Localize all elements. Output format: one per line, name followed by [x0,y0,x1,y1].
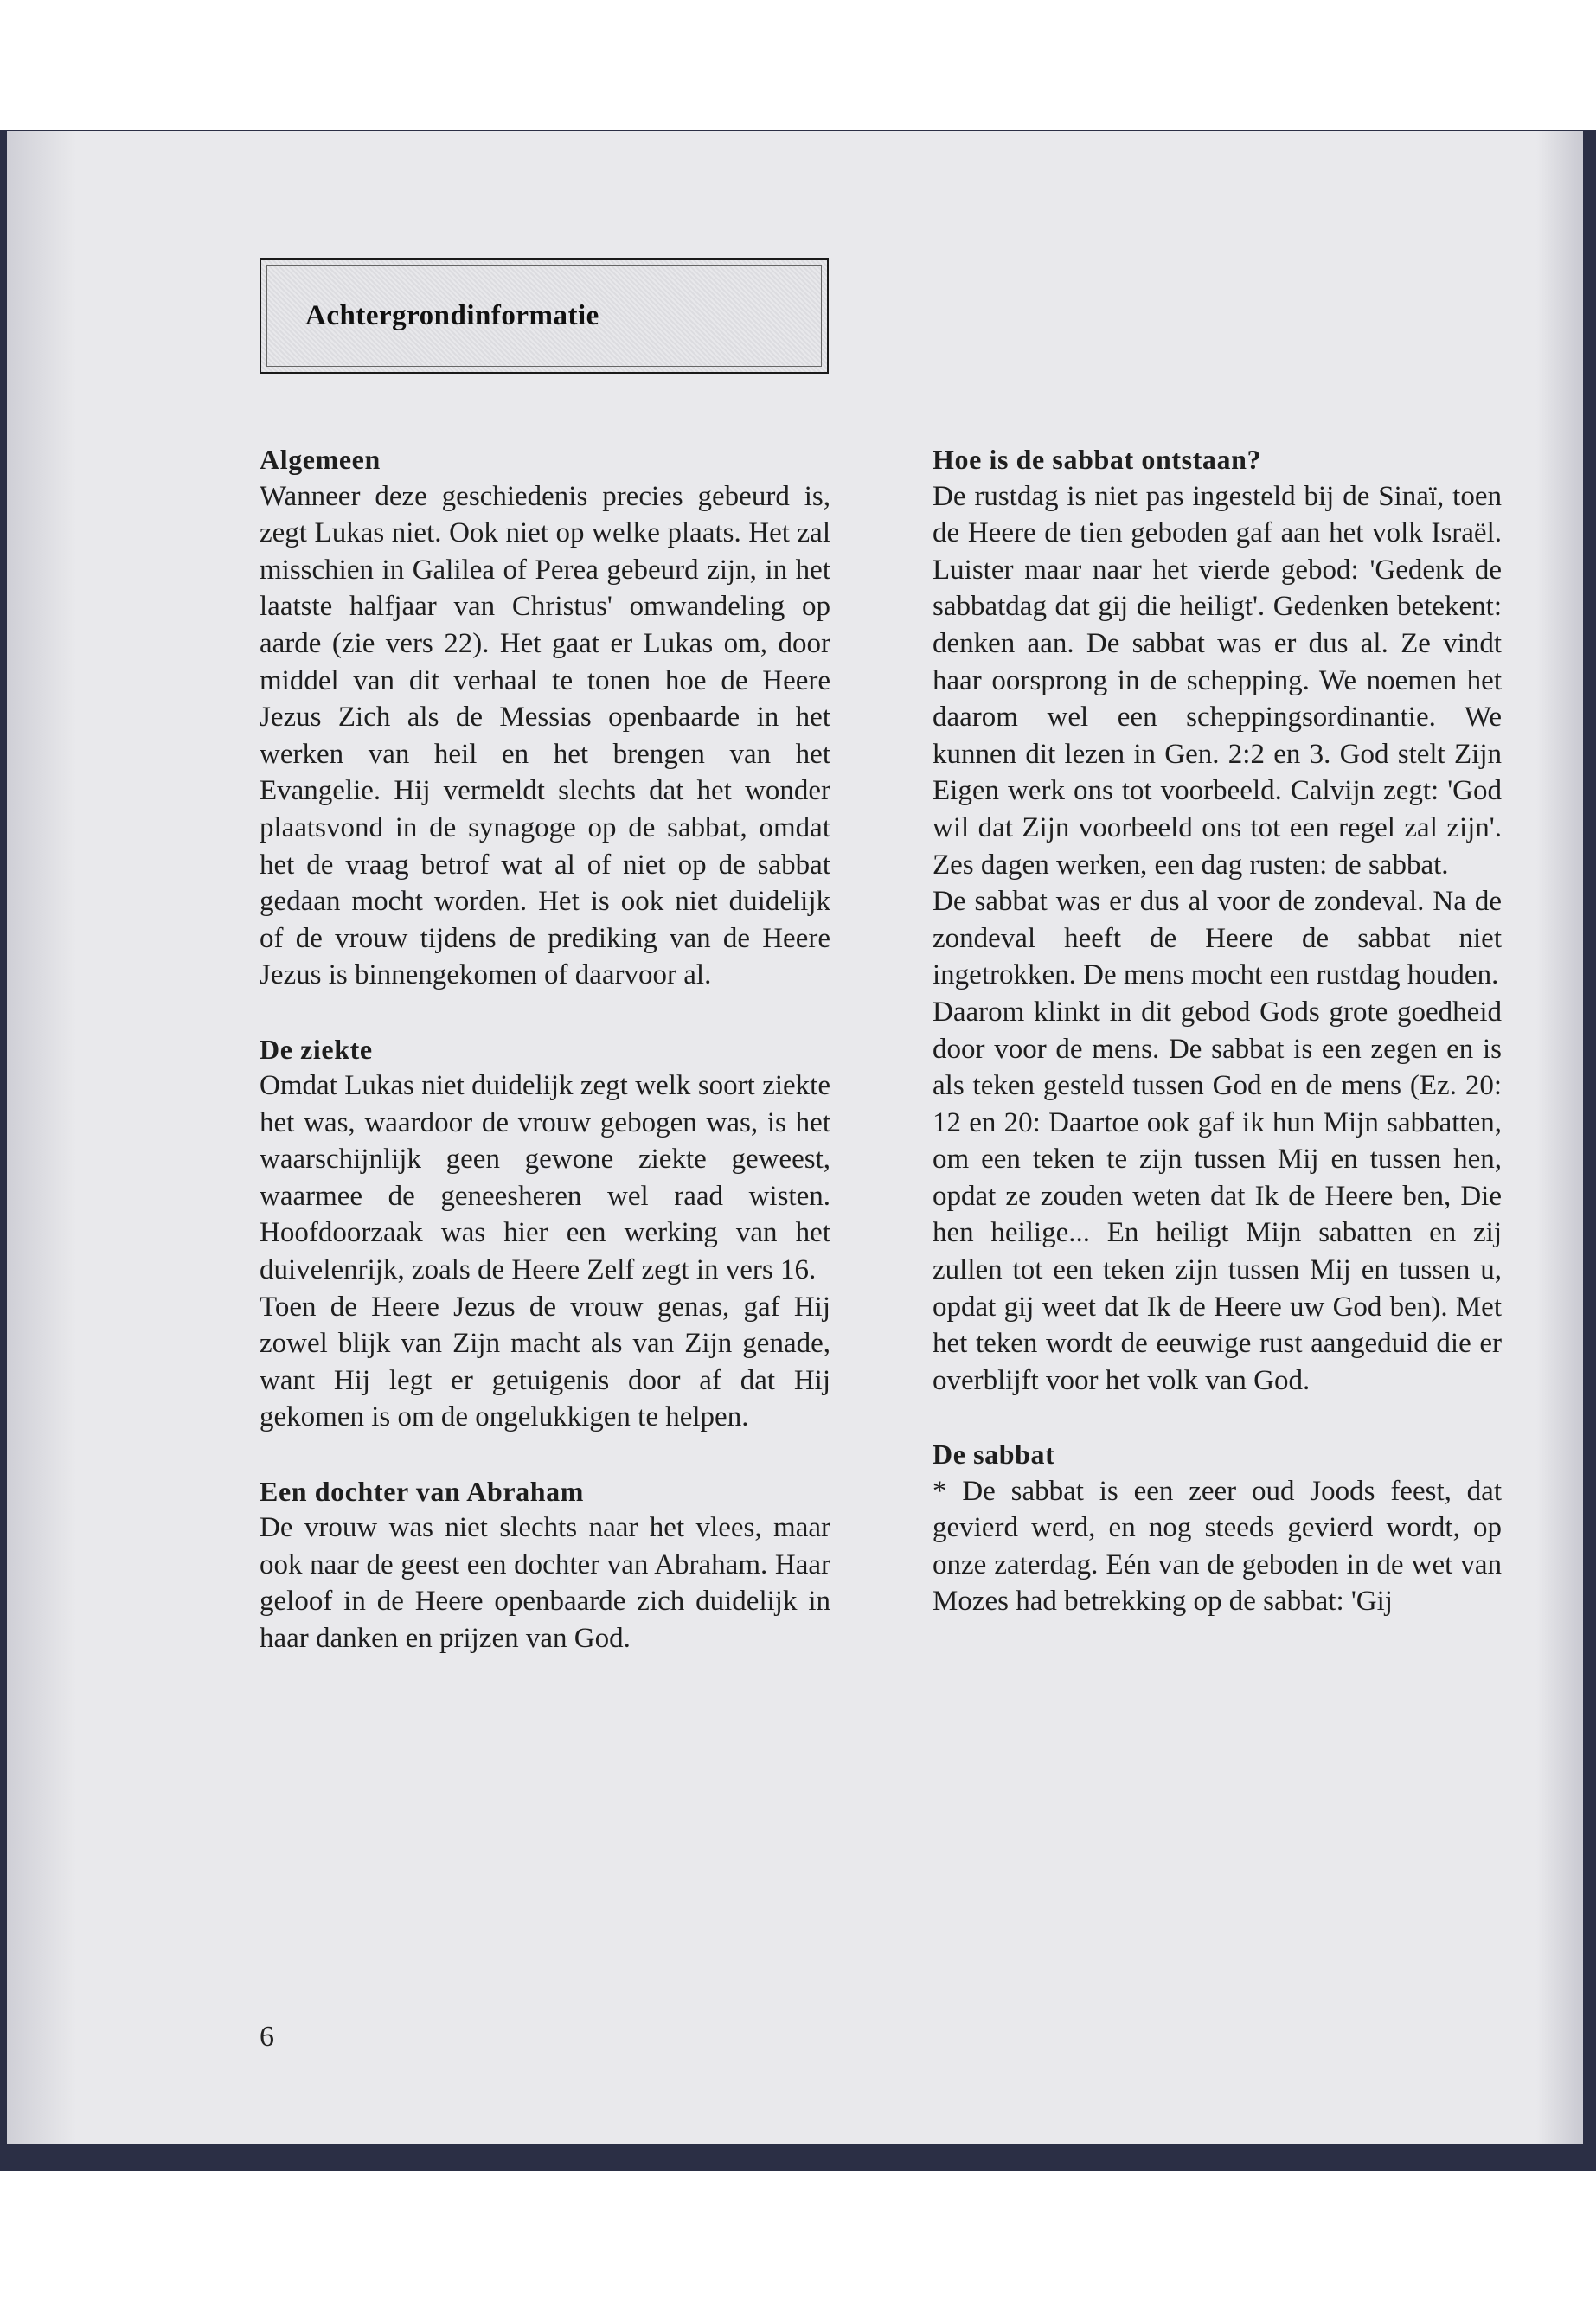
heading-dochter: Een dochter van Abraham [260,1475,585,1507]
paragraph-ontstaan-1: De rustdag is niet pas ingesteld bij de Sinaï, toen de Heere de tien geboden gaf aan het volk Israël. Luister maar naar het vierde gebod: 'Gedenk de sabbatdag dat gij die heiligt'. Gedenken betekent: denken aan. De sabbat was er dus al. Ze vindt haar oorsprong in de schepping. We noemen het daarom wel een scheppingsordinantie. We kunnen dit lezen in Gen. 2:2 en 3. God stelt Zijn Eigen werk ons tot voorbeeld. Calvijn zegt: 'God wil dat Zijn voorbeeld ons tot een regel zal zijn'. Zes dagen werken, een dag rusten: de sabbat. [933,480,1502,881]
section-header-inner [266,265,822,367]
section-header-title: Achtergrondinformatie [305,299,599,331]
spacer [260,994,830,1031]
heading-sabbat: De sabbat [933,1439,1055,1471]
heading-ziekte: De ziekte [260,1033,373,1065]
heading-ontstaan: Hoe is de sabbat ontstaan? [933,444,1262,475]
paragraph-algemeen: Wanneer deze geschiedenis precies gebeurd is, zegt Lukas niet. Ook niet op welke plaats. Het zal misschien in Galilea of Perea gebeurd zijn, in het laatste halfjaar van Christus' omwandeling op aarde (zie vers 22). Het gaat er Lukas om, door middel van dit verhaal te tonen hoe de Heere Jezus Zich als de Messias openbaarde in het werken van heil en het brengen van het Evangelie. Hij vermeldt slechts dat het wonder plaatsvond in de synagoge op de sabbat, omdat het de vraag betrof wat al of niet op de sabbat gedaan mocht worden. Het is ook niet duidelijk of de vrouw tijdens de prediking van de Heere Jezus is binnengekomen of daarvoor al. [260,480,830,991]
spacer [933,1399,1502,1436]
right-column [933,441,1502,1620]
page-number: 6 [260,2021,274,2053]
paragraph-ontstaan-3: Daarom klinkt in dit gebod Gods grote goedheid door voor de mens. De sabbat is een zegen en is als teken gesteld tussen God en de mens (Ez. 20: 12 en 20: Daartoe ook gaf ik hun Mijn sabbatten, om een teken te zijn tussen Mij en tussen hen, opdat ze zouden weten dat Ik de Heere ben, Die hen heilige... En heiligt Mijn sabatten en zij zullen tot een teken zijn tussen Mij en tussen u, opdat gij weet dat Ik de Heere uw God ben). Met het teken wordt de eeuwige rust aangeduid die er overblijft voor het volk van God. [933,996,1502,1396]
section-header-box [260,258,829,374]
paragraph-dochter: De vrouw was niet slechts naar het vlees, maar ook naar de geest een dochter van Abraham. Haar geloof in de Heere openbaarde zich duidelijk in haar danken en prijzen van God. [260,1512,830,1654]
paragraph-ziekte-1: Omdat Lukas niet duidelijk zegt welk soort ziekte het was, waardoor de vrouw gebogen was, is het waarschijnlijk geen gewone ziekte geweest, waarmee de geneesheren wel raad wisten. Hoofdoorzaak was hier een werking van het duivelenrijk, zoals de Heere Zelf zegt in vers 16. [260,1070,830,1286]
spacer [260,1436,830,1473]
heading-algemeen: Algemeen [260,444,381,475]
page-edge-shadow [7,131,76,2166]
paragraph-ziekte-2: Toen de Heere Jezus de vrouw genas, gaf Hij zowel blijk van Zijn macht als van Zijn genade, want Hij legt er getuigenis door af dat Hij gekomen is om de ongelukkigen te helpen. [260,1291,830,1433]
paragraph-sabbat: * De sabbat is een zeer oud Joods feest, dat gevierd werd, en nog steeds gevierd wordt, op onze zaterdag. Eén van de geboden in de wet van Mozes had betrekking op de sabbat: 'Gij [933,1475,1502,1618]
paragraph-ontstaan-2: De sabbat was er dus al voor de zondeval. Na de zondeval heeft de Heere de sabbat niet ingetrokken. De mens mocht een rustdag houden. [933,886,1502,991]
gutter-shadow [1536,131,1583,2166]
left-column [260,441,830,1657]
book-bottom-edge [0,2144,1596,2170]
